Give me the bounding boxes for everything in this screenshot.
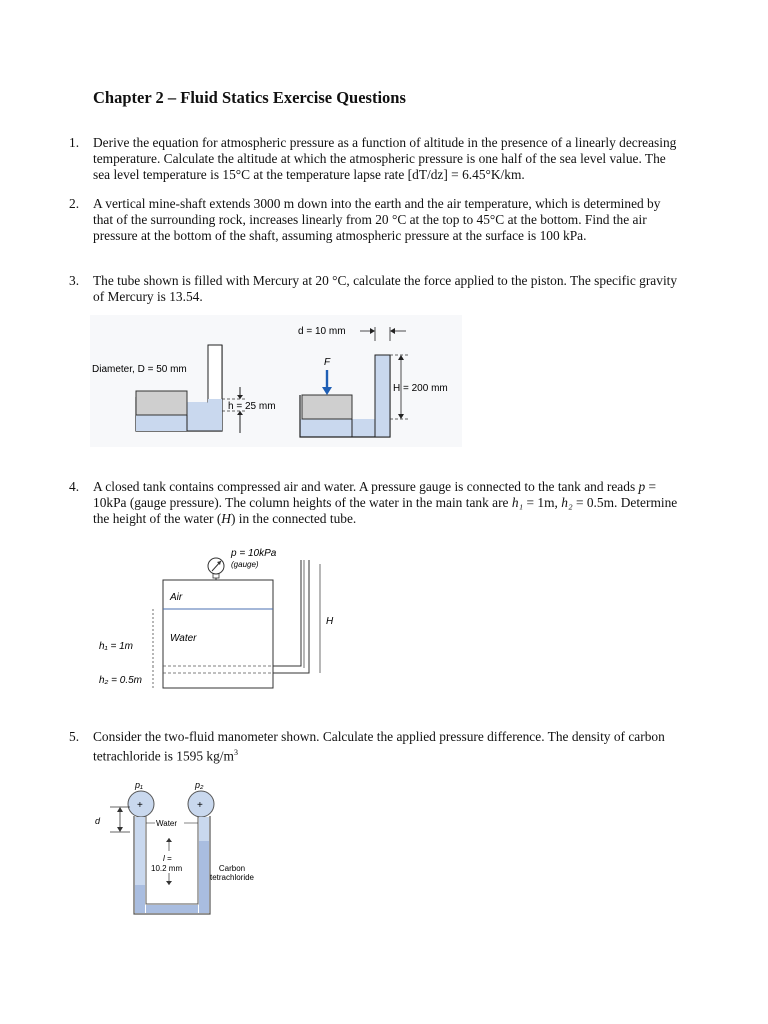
h1-label: h₁ = 1m xyxy=(99,641,134,652)
question-number: 5. xyxy=(69,729,80,744)
question-text: Consider the two-fluid manometer shown. Calculate the applied pressure difference. The density of carbon tetrachloride is 1595 $kg/m^3$ xyxy=(93,729,665,764)
l-value: 10.2 mm xyxy=(151,864,183,873)
d-label: d xyxy=(95,816,101,826)
pressure-label: p = 10kPa xyxy=(231,548,277,559)
tetrachloride-label: tetrachloride xyxy=(209,873,255,882)
question-number: 1. xyxy=(69,135,80,150)
air-label: Air xyxy=(170,592,183,603)
question-5 xyxy=(69,729,681,764)
force-label: F xyxy=(324,357,331,368)
page-title: Chapter 2 – Fluid Statics Exercise Questions xyxy=(93,88,406,107)
plus-1: + xyxy=(137,800,143,811)
question-2 xyxy=(69,196,681,243)
water-label: Water xyxy=(156,819,178,828)
l-label: l = xyxy=(163,854,172,863)
p2-label: p₂ xyxy=(195,780,204,790)
h2-label: h₂ = 0.5m xyxy=(99,675,143,686)
diameter-label: Diameter, D = 50 mm xyxy=(92,364,187,375)
question-1 xyxy=(69,135,681,182)
question-text: Derive the equation for atmospheric pressure as a function of altitude in the presence of a linearly decreasing temperature. Calculate the altitude at which the atmospheric pressure is one half of the sea level value. The sea level temperature is 15°C at the temperature lapse rate [dT/dz] = 6.45°K/km. xyxy=(93,135,677,182)
question-4 xyxy=(69,479,681,526)
question-3 xyxy=(69,273,681,305)
plus-2: + xyxy=(197,800,203,811)
question-text: A closed tank contains compressed air and water. A pressure gauge is connected to the tank and reads p = 10kPa (gauge pressure). The column heights of the water in the main tank are h₁ = 1m, h₂ = 0.5m. Determine the height of the water (H) in the connected tube. xyxy=(93,479,678,526)
h-label: h = 25 mm xyxy=(228,401,276,412)
figure-closed-tank xyxy=(93,540,353,695)
figure-piston-tubes xyxy=(90,315,462,447)
carbon-label: Carbon xyxy=(218,864,246,873)
figure-manometer xyxy=(90,776,270,920)
question-text: A vertical mine-shaft extends 3000 m down into the earth and the air temperature, which is determined by that of the surrounding rock, increases linearly from 20 °C at the top to 45°C at the bottom. Find the air pressure at the bottom of the shaft, assuming atmospheric pressure at the surface is 100 kPa. xyxy=(93,196,661,243)
d-label: d = 10 mm xyxy=(298,326,346,337)
question-number: 3. xyxy=(69,273,80,288)
p1-label: p₁ xyxy=(135,780,143,790)
question-number: 4. xyxy=(69,479,80,494)
H-label: H xyxy=(326,616,334,627)
gauge-label: (gauge) xyxy=(231,560,259,569)
H-label: H = 200 mm xyxy=(393,383,448,394)
water-label: Water xyxy=(170,633,197,644)
question-number: 2. xyxy=(69,196,80,211)
question-text: The tube shown is filled with Mercury at 20 °C, calculate the force applied to the piston. The specific gravity of Mercury is 13.54. xyxy=(93,273,678,304)
